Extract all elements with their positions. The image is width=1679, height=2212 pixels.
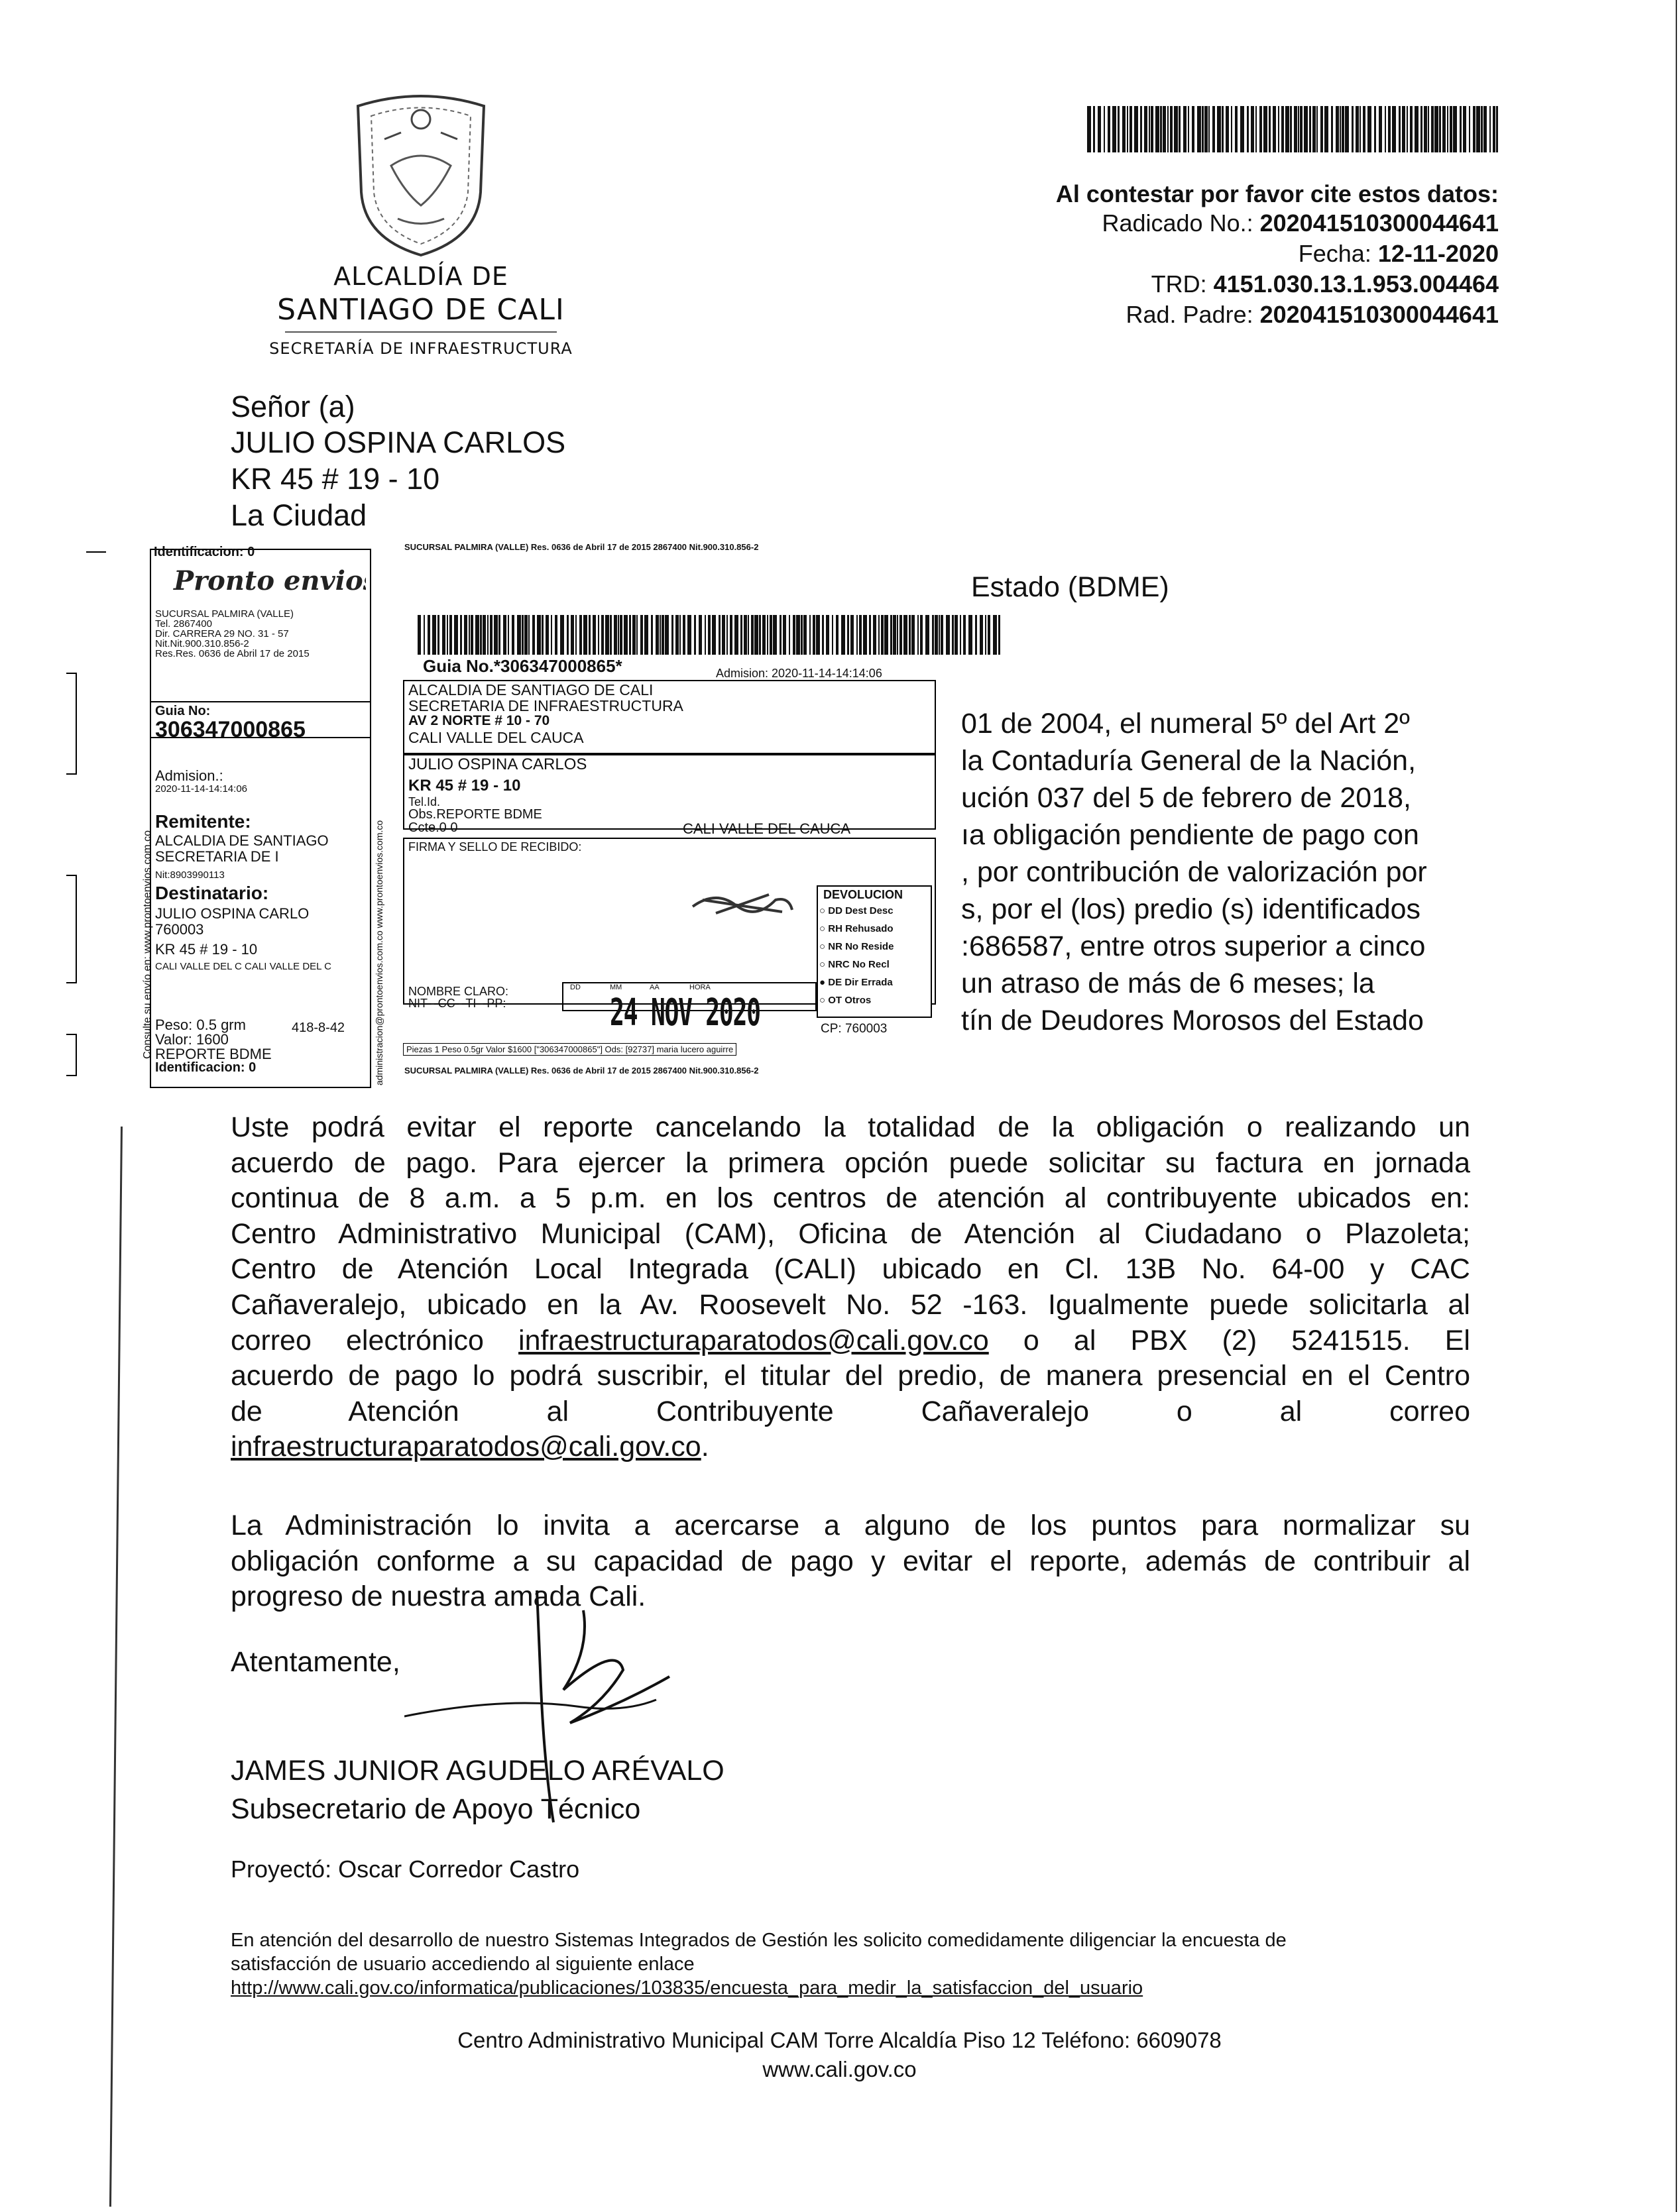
stub-admision-value: 2020-11-14-14:14:06 — [155, 783, 247, 795]
option-label: OT Otros — [828, 995, 872, 1006]
label-tel: Tel.Id. — [408, 795, 441, 808]
email-link-2[interactable]: infraestructuraparatodos@cali.gov.co — [231, 1431, 701, 1463]
stub-admision-label: Admision.: — [155, 767, 223, 784]
stub-dest-2: 760003 — [155, 921, 204, 938]
email-suffix: o al PBX (2) 5241515. El — [1023, 1324, 1470, 1356]
label-guia: Guia No.*306347000865* — [423, 656, 622, 676]
stub-dir: Dir. CARRERA 29 NO. 31 - 57 — [155, 628, 289, 639]
recipient-name: JULIO OSPINA CARLOS — [231, 425, 566, 459]
signer-title: Subsecretario de Apoyo Técnico — [231, 1793, 641, 1825]
option-circle-icon: ○ — [819, 905, 829, 916]
stub-dest-4: CALI VALLE DEL C CALI VALLE DEL C — [155, 961, 331, 972]
fecha-value: 12-11-2020 — [1377, 240, 1499, 267]
survey-link[interactable]: http://www.cali.gov.co/informatica/publicaciones/103835/encuesta_para_medir_la_satisfaccion_del_usuario — [231, 1977, 1143, 1999]
scan-mark-4 — [66, 1034, 77, 1076]
scan-mark-2 — [66, 673, 77, 775]
label-top-line: SUCURSAL PALMIRA (VALLE) Res. 0636 de Abril 17 de 2015 2867400 Nit.900.310.856-2 — [404, 542, 759, 552]
fragment-estado: Estado (BDME) — [971, 571, 1169, 603]
devolucion-option — [819, 959, 890, 970]
stub-res: Res.Res. 0636 de Abril 17 de 2015 — [155, 648, 310, 659]
para1-line-1: Uste podrá evitar el reporte cancelando la totalidad de la obligación o realizando un — [231, 1111, 1470, 1143]
label-barcode — [418, 615, 1001, 655]
para1-line-5: Centro de Atención Local Integrada (CALI) ubicado en Cl. 13B No. 64-00 y CAC — [231, 1253, 1470, 1286]
stub-remitente-nit: Nit:8903990113 — [155, 869, 225, 881]
survey-text-2: satisfacción de usuario accediendo al siguiente enlace — [231, 1954, 695, 1975]
option-label: RH Rehusado — [828, 923, 894, 934]
stub-remitente-label: Remitente: — [155, 811, 251, 832]
radicado-line — [1102, 209, 1499, 237]
footer-address: Centro Administrativo Municipal CAM Torre Alcaldía Piso 12 Teléfono: 6609078 — [457, 2028, 1222, 2052]
para1-line-8: acuerdo de pago lo podrá suscribir, el titular del predio, de manera presencial en el Centro — [231, 1360, 1470, 1392]
fecha-label: Fecha: — [1298, 240, 1378, 267]
option-circle-icon: ○ — [819, 923, 829, 934]
recipient-address: KR 45 # 19 - 10 — [231, 462, 440, 496]
date-head: DD — [570, 983, 581, 991]
option-label: DD Dest Desc — [828, 905, 894, 916]
option-label: NR No Reside — [828, 941, 894, 952]
trd-value: 4151.030.13.1.953.004464 — [1213, 270, 1499, 298]
email-prefix: correo electrónico — [231, 1324, 484, 1356]
option-circle-icon: ○ — [819, 995, 829, 1006]
footer-website: www.cali.gov.co — [762, 2057, 917, 2081]
option-circle-icon: ○ — [819, 959, 829, 970]
projected-by: Proyectó: Oscar Corredor Castro — [231, 1855, 580, 1883]
company-logo — [154, 566, 366, 595]
option-label: DE Dir Errada — [828, 977, 893, 988]
devolucion-option — [819, 905, 894, 916]
date-stamp: 24 NOV 2020 — [610, 991, 760, 1034]
label-side-text: administracion@prontoenvios.com.co www.prontoenvios.com.co — [374, 820, 384, 1085]
fragment-line-2: la Contaduría General de la Nación, — [961, 745, 1417, 777]
stub-guia-label: Guia No: — [155, 704, 211, 718]
option-circle-icon: ○ — [819, 941, 829, 952]
label-cp: CP: 760003 — [821, 1022, 888, 1036]
radicado-label: Radicado No.: — [1102, 209, 1260, 237]
stub-dest-3: KR 45 # 19 - 10 — [155, 941, 258, 958]
devolucion-option — [819, 995, 871, 1006]
label-recv-city: CALI VALLE DEL CAUCA — [683, 820, 851, 837]
label-sender-2: SECRETARIA DE INFRAESTRUCTURA — [408, 697, 683, 714]
fragment-line-4: ıa obligación pendiente de pago con — [961, 819, 1419, 851]
label-nombre: NOMBRE CLARO: — [408, 985, 509, 998]
rad-padre-value: 202041510300044641 — [1259, 301, 1499, 328]
shipping-label — [142, 542, 935, 1092]
label-obs: Obs.REPORTE BDME — [408, 807, 542, 822]
para1-line-6: Cañaveralejo, ubicado en la Av. Roosevelt No. 52 -163. Igualmente puede solicitarla al — [231, 1288, 1470, 1321]
devolucion-title: DEVOLUCION — [823, 888, 903, 901]
label-sender-3: AV 2 NORTE # 10 - 70 — [408, 713, 550, 728]
stub-branch: SUCURSAL PALMIRA (VALLE) — [155, 608, 294, 620]
radicado-value: 202041510300044641 — [1259, 209, 1499, 237]
devolucion-option — [819, 941, 894, 952]
fragment-line-5: , por contribución de valorización por — [961, 856, 1427, 888]
para2-line-1: La Administración lo invita a acercarse a alguno de los puntos para normalizar su — [231, 1510, 1470, 1541]
para1-line-10 — [231, 1429, 1470, 1465]
label-firma: FIRMA Y SELLO DE RECIBIDO: — [408, 840, 582, 854]
email2-suffix: . — [701, 1431, 709, 1463]
city-coat-of-arms-icon — [345, 93, 497, 258]
stub-ident-top: Identificacion: 0 — [154, 545, 255, 559]
stub-peso: Peso: 0.5 grm — [155, 1017, 246, 1033]
company-logo-text: Pronto envios — [174, 566, 366, 595]
para1-line-3: continua de 8 a.m. a 5 p.m. en los centros de atención al contribuyente ubicados en: — [231, 1182, 1470, 1215]
stub-remitente-2: SECRETARIA DE I — [155, 848, 279, 865]
stub-destinatario-label: Destinatario: — [155, 883, 269, 903]
fragment-line-1: 01 de 2004, el numeral 5º del Art 2º — [961, 708, 1410, 740]
fragment-line-7: :686587, entre otros superior a cinco — [961, 930, 1426, 962]
stub-nit: Nit.Nit.900.310.856-2 — [155, 638, 249, 649]
document-barcode — [1087, 106, 1498, 152]
recipient-salutation: Señor (a) — [231, 390, 355, 423]
fragment-line-3: ución 037 del 5 de febrero de 2018, — [961, 782, 1411, 814]
label-bottom-line: SUCURSAL PALMIRA (VALLE) Res. 0636 de Abril 17 de 2015 2867400 Nit.900.310.856-2 — [404, 1066, 759, 1076]
stub-peso-code: 418-8-42 — [292, 1021, 345, 1035]
stub-dest-1: JULIO OSPINA CARLO — [155, 905, 310, 922]
label-recv-1: JULIO OSPINA CARLOS — [408, 755, 587, 773]
para2-line-3: progreso de nuestra amada Cali. — [231, 1580, 646, 1613]
entity-line-1: ALCALDÍA DE — [333, 262, 508, 291]
scan-mark-3 — [66, 875, 77, 983]
stub-side-text: Consulte su envío en: www.prontoenvios.com.co — [142, 830, 153, 1059]
date-head: AA — [650, 983, 660, 991]
label-recv-2: KR 45 # 19 - 10 — [408, 777, 521, 795]
label-piezas: Piezas 1 Peso 0.5gr Valor $1600 ["306347000865"] Ods: [92737] maria lucero aguirre — [403, 1043, 736, 1056]
stub-tel: Tel. 2867400 — [155, 618, 212, 630]
survey-text-1: En atención del desarrollo de nuestro Sistemas Integrados de Gestión les solicito comedidamente diligenciar la encuesta de — [231, 1930, 1287, 1951]
label-sender-4: CALI VALLE DEL CAUCA — [408, 729, 584, 746]
para1-line-2: acuerdo de pago. Para ejercer la primera opción puede solicitar su factura en jornada — [231, 1146, 1470, 1179]
para1-line-9: de Atención al Contribuyente Cañaveralejo o al correo — [231, 1395, 1470, 1427]
signer-name: JAMES JUNIOR AGUDELO ARÉVALO — [231, 1755, 724, 1787]
closing-greeting: Atentamente, — [231, 1646, 400, 1678]
stub-ident-bottom: Identificacion: 0 — [155, 1060, 257, 1075]
para1-line-4: Centro Administrativo Municipal (CAM), Oficina de Atención al Ciudadano o Plazoleta; — [231, 1217, 1470, 1250]
page-edge-right — [1676, 0, 1677, 2212]
para1-line-7 — [231, 1323, 1470, 1359]
entity-line-3: SECRETARÍA DE INFRAESTRUCTURA — [269, 339, 573, 358]
option-label: NRC No Recl — [828, 959, 890, 970]
fragment-line-8: un atraso de más de 6 meses; la — [961, 968, 1375, 999]
label-sender-1: ALCALDIA DE SANTIAGO DE CALI — [408, 681, 654, 698]
recipient-city: La Ciudad — [231, 498, 367, 532]
fecha-line — [1299, 240, 1499, 268]
fragment-line-9: tín de Deudores Morosos del Estado — [961, 1005, 1424, 1036]
devolucion-option — [819, 923, 894, 934]
devolucion-option — [819, 977, 893, 988]
stub-valor: Valor: 1600 — [155, 1031, 229, 1048]
stub-reporte: REPORTE BDME — [155, 1046, 272, 1062]
trd-line — [1151, 270, 1499, 298]
label-nit-line: NIT - CC - TI - PP: — [408, 997, 506, 1010]
label-ccte: Ccte.0 0 — [408, 820, 458, 835]
body-paragraph-1 — [231, 1110, 1470, 1465]
trd-label: TRD: — [1151, 270, 1214, 298]
date-head: HORA — [689, 983, 711, 991]
date-head: MM — [610, 983, 622, 991]
receipt-scribble-icon — [689, 887, 795, 920]
entity-line-2: SANTIAGO DE CALI — [277, 293, 565, 327]
rad-padre-label: Rad. Padre: — [1126, 301, 1260, 328]
stub-remitente-1: ALCALDIA DE SANTIAGO — [155, 832, 329, 849]
cite-label: Al contestar por favor cite estos datos: — [1055, 180, 1499, 207]
fragment-line-6: s, por el (los) predio (s) identificados — [961, 893, 1421, 925]
rad-padre-line — [1126, 301, 1499, 329]
scan-mark-1 — [86, 551, 106, 553]
option-circle-icon: ● — [819, 977, 829, 988]
label-admision: Admision: 2020-11-14-14:14:06 — [716, 667, 882, 680]
entity-divider — [285, 331, 557, 333]
stub-guia-value: 306347000865 — [155, 717, 306, 742]
email-link[interactable]: infraestructuraparatodos@cali.gov.co — [518, 1324, 989, 1356]
para2-line-2: obligación conforme a su capacidad de pago y evitar el reporte, además de contribuir al — [231, 1545, 1470, 1577]
